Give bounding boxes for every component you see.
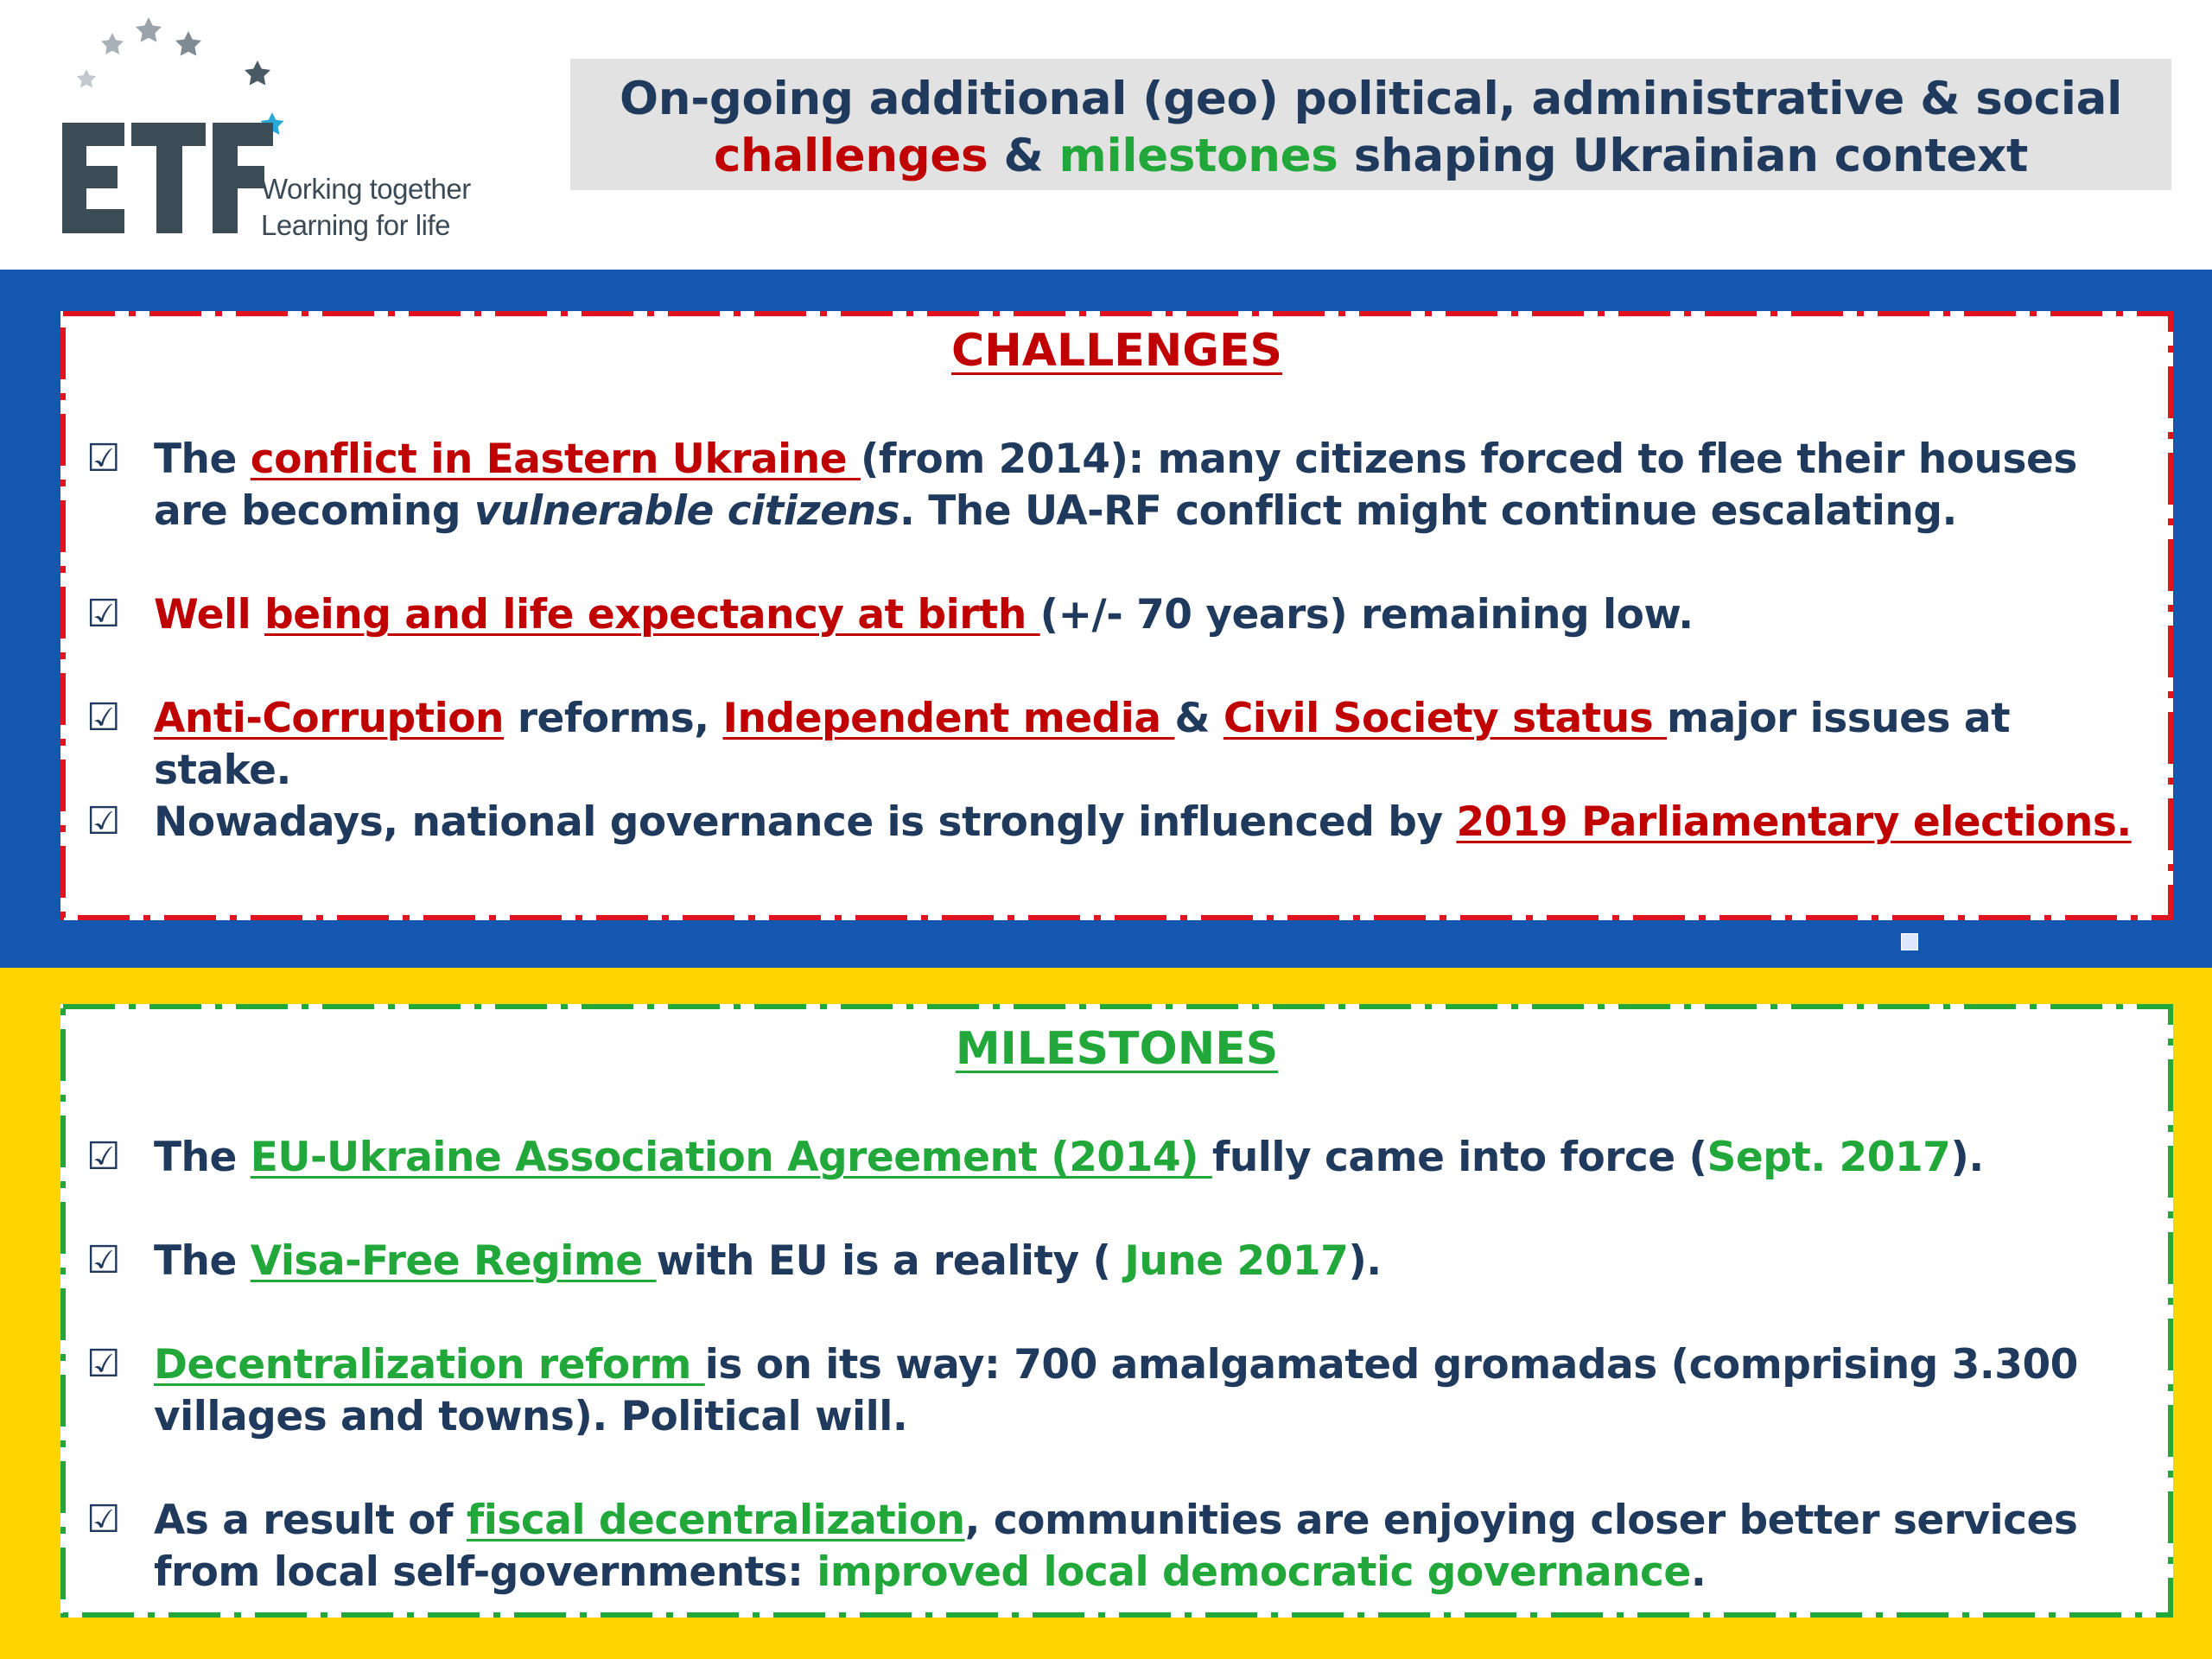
challenges-heading: CHALLENGES (951, 325, 1282, 377)
ballot-box-with-check-icon: ☑ (86, 592, 121, 636)
visa-free-regime-link: Visa-Free Regime (250, 1237, 657, 1285)
title-line-1: On-going additional (geo) political, administrative & social (620, 73, 2122, 125)
milestones-panel (60, 1004, 2173, 1618)
text-run: (from 2014): many citizens forced to flee their houses are becoming (154, 435, 2077, 535)
text-run: The (154, 1237, 251, 1285)
ballot-box-with-check-icon: ☑ (86, 436, 121, 480)
text-run: Well (154, 591, 265, 639)
ballot-box-with-check-icon: ☑ (86, 696, 121, 740)
challenge-item-2-text (154, 589, 2154, 641)
etf-logo (52, 17, 471, 251)
text-run: , communities are enjoying closer better services from local self-governments: (154, 1497, 2078, 1596)
ballot-box-with-check-icon: ☑ (86, 1342, 121, 1386)
anti-corruption-link: Anti-Corruption (154, 695, 504, 742)
resize-handle-icon[interactable] (1901, 933, 1918, 950)
milestone-item-2-text (154, 1236, 2154, 1287)
fiscal-decentralization-link: fiscal decentralization (466, 1497, 965, 1544)
text-run: Nowadays, national governance is strongly influenced by (154, 798, 1457, 846)
logo-tagline-1: Working together (261, 173, 471, 205)
text-run: ). (1950, 1134, 1984, 1181)
ballot-box-with-check-icon: ☑ (86, 799, 121, 843)
title-milestones-word: milestones (1058, 130, 1338, 182)
ballot-box-with-check-icon: ☑ (86, 1238, 121, 1282)
title-ampersand: & (988, 130, 1059, 182)
title-line-2-rest: shaping Ukrainian context (1338, 130, 2029, 182)
text-run: . The UA-RF conflict might continue escalating. (899, 487, 1957, 535)
etf-wordmark (62, 123, 273, 233)
text-run: The (154, 435, 251, 483)
eu-stars-icon (77, 17, 284, 135)
text-run: (+/- 70 years) remaining low. (1039, 591, 1694, 639)
text-run: The (154, 1134, 251, 1181)
text-run: & (1174, 695, 1224, 742)
slide-title-box (570, 59, 2171, 190)
parliamentary-elections-link: 2019 Parliamentary elections. (1456, 798, 2132, 846)
text-run: major issues at stake. (154, 695, 2011, 794)
date-june-2017: June 2017 (1124, 1237, 1349, 1285)
milestone-item-4-text (154, 1495, 2154, 1599)
title-challenges-word: challenges (713, 130, 988, 182)
milestone-item-3-text (154, 1339, 2154, 1443)
logo-tagline-2: Learning for life (261, 209, 450, 241)
association-agreement-link: EU-Ukraine Association Agreement (2014) (250, 1134, 1212, 1181)
challenges-panel (60, 311, 2173, 920)
text-run: . (1690, 1548, 1707, 1596)
milestones-heading: MILESTONES (955, 1023, 1279, 1075)
conflict-eastern-ukraine-link: conflict in Eastern Ukraine (250, 435, 861, 483)
life-expectancy-link: being and life expectancy at birth (264, 591, 1040, 639)
date-sept-2017: Sept. 2017 (1707, 1134, 1951, 1181)
text-run: As a result of (154, 1497, 467, 1544)
text-run: is on its way: 700 amalgamated gromadas (comprising 3.300 villages and towns). Political will. (154, 1341, 2078, 1440)
challenge-item-4-text (154, 797, 2154, 849)
challenge-item-1-text (154, 434, 2154, 537)
civil-society-status-link: Civil Society status (1223, 695, 1668, 742)
decentralization-reform-link: Decentralization reform (154, 1341, 705, 1389)
independent-media-link: Independent media (722, 695, 1175, 742)
text-run: reforms, (504, 695, 723, 742)
text-run: with EU is a reality ( (656, 1237, 1125, 1285)
vulnerable-citizens-emphasis: vulnerable citizens (474, 487, 900, 535)
ballot-box-with-check-icon: ☑ (86, 1135, 121, 1179)
challenge-item-3-text (154, 693, 2154, 797)
milestone-item-1-text (154, 1132, 2154, 1184)
title-line-2 (570, 128, 2171, 185)
text-run: ). (1348, 1237, 1382, 1285)
improved-governance-highlight: improved local democratic governance (817, 1548, 1691, 1596)
ballot-box-with-check-icon: ☑ (86, 1497, 121, 1541)
text-run: fully came into force ( (1211, 1134, 1707, 1181)
